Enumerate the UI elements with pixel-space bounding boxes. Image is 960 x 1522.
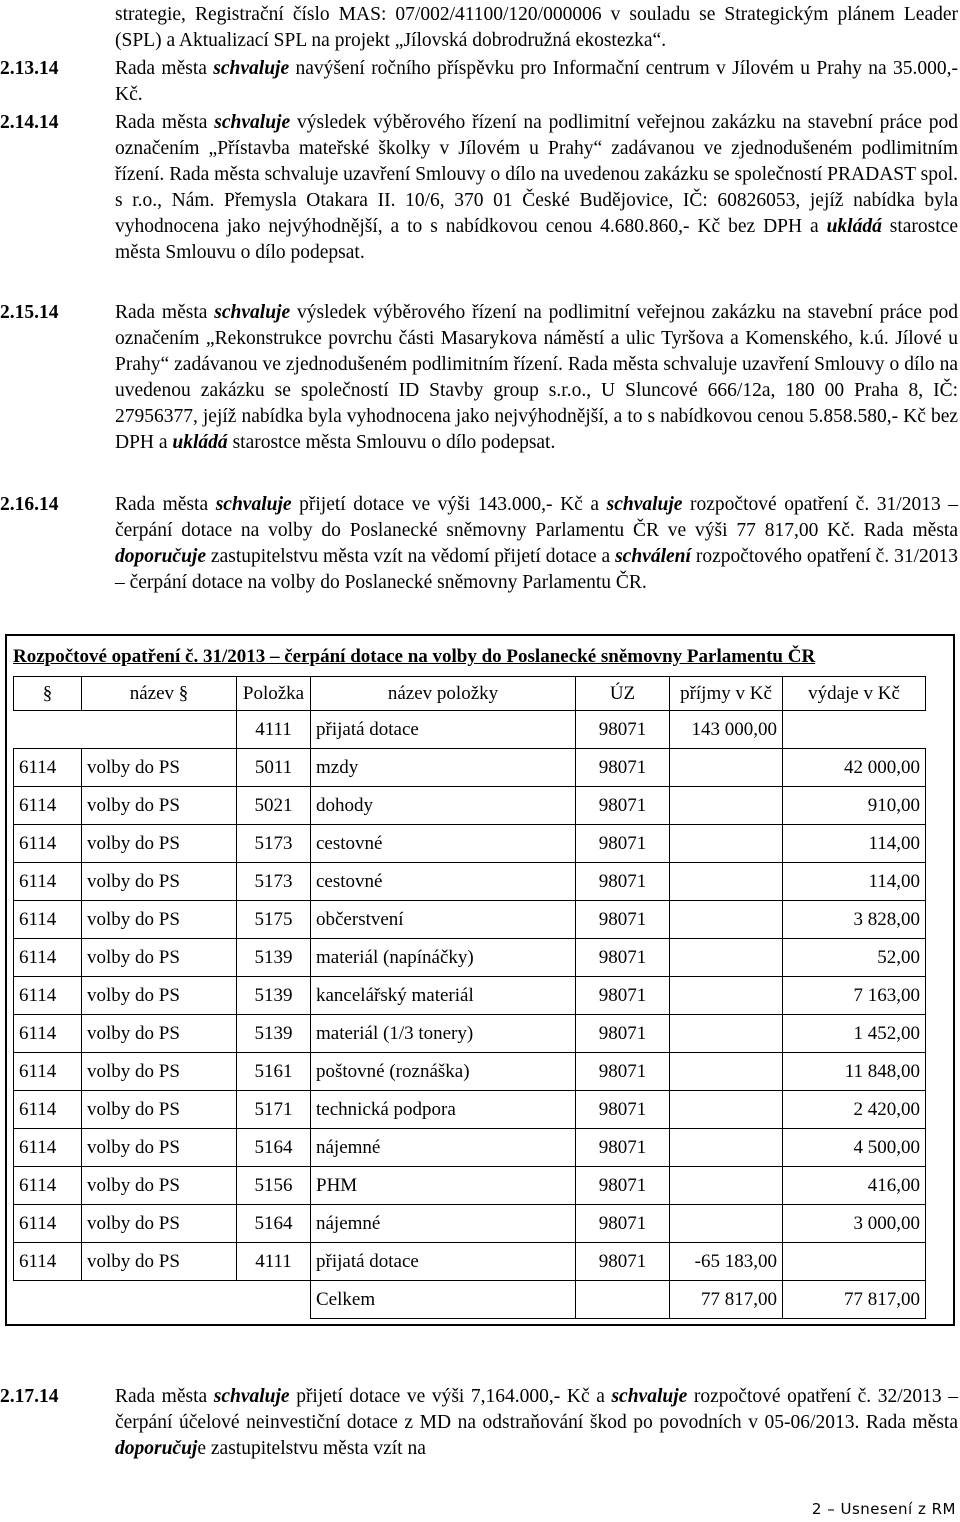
table-cell: 98071 — [576, 825, 670, 863]
table-cell: 6114 — [14, 1205, 82, 1243]
table-cell — [783, 1243, 926, 1281]
total-income: 77 817,00 — [670, 1281, 783, 1319]
table-cell: 4111 — [237, 1243, 311, 1281]
budget-table-header-row — [14, 677, 926, 711]
table-cell: 5139 — [237, 1015, 311, 1053]
table-row — [14, 1205, 926, 1243]
table-cell: volby do PS — [82, 749, 237, 787]
table-cell: 5173 — [237, 863, 311, 901]
table-cell: 98071 — [576, 749, 670, 787]
table-cell: nájemné — [311, 1129, 576, 1167]
table-cell: 114,00 — [783, 863, 926, 901]
table-cell — [670, 977, 783, 1015]
table-row-income — [14, 711, 926, 749]
table-cell: kancelářský materiál — [311, 977, 576, 1015]
table-cell: 6114 — [14, 1053, 82, 1091]
table-cell: volby do PS — [82, 1053, 237, 1091]
table-cell — [82, 711, 237, 749]
table-cell: 416,00 — [783, 1167, 926, 1205]
table-cell: 5011 — [237, 749, 311, 787]
table-cell: volby do PS — [82, 977, 237, 1015]
table-cell — [670, 1053, 783, 1091]
table-row — [14, 749, 926, 787]
table-cell: 5164 — [237, 1205, 311, 1243]
top-paragraph-text: strategie, Registrační číslo MAS: 07/002/41100/120/000006 v souladu se Strategickým plánem Leader (SPL) a Aktualizací SPL na projekt „Jílovská dobrodružná ekostezka“. — [115, 4, 958, 51]
table-cell: 6114 — [14, 825, 82, 863]
table-cell: 1 452,00 — [783, 1015, 926, 1053]
table-row — [14, 863, 926, 901]
table-cell: 6114 — [14, 1129, 82, 1167]
resolution-number: 2.16.14 — [0, 494, 59, 515]
table-cell: 98071 — [576, 711, 670, 749]
table-cell: 5164 — [237, 1129, 311, 1167]
resolution-number: 2.13.14 — [0, 58, 59, 79]
header-paragraph: § — [14, 677, 82, 711]
table-cell: materiál (napínáčky) — [311, 939, 576, 977]
resolution-text: Rada města schvaluje výsledek výběrového řízení na podlimitní veřejnou zakázku na stavební práce pod označením „Rekonstrukce povrchu části Masarykova náměstí a ulic Tyršova a Komenského, k.ú. Jílové u Prahy“ zadávanou ve zjednodušeném podlimitním řízení. Rada města schvaluje uzavření Smlouvy o dílo na uvedenou zakázku se společností ID Stavby group s.r.o., U Sluncové 666/12a, 180 00 Praha 8, IČ: 27956377, jejíž nabídka byla vyhodnocena jako nejvýhodnější, a to s nabídkovou cenou 5.858.580,- Kč bez DPH a ukládá starostce města Smlouvu o dílo podepsat. — [115, 302, 958, 453]
table-cell: 98071 — [576, 939, 670, 977]
table-cell — [14, 711, 82, 749]
table-cell: cestovné — [311, 825, 576, 863]
table-cell: 6114 — [14, 749, 82, 787]
table-cell: volby do PS — [82, 1167, 237, 1205]
table-cell: 6114 — [14, 939, 82, 977]
table-cell — [237, 1281, 311, 1319]
table-cell: 5139 — [237, 977, 311, 1015]
table-cell: 5175 — [237, 901, 311, 939]
table-cell: volby do PS — [82, 1015, 237, 1053]
table-row — [14, 1243, 926, 1281]
resolution-text: Rada města schvaluje výsledek výběrového řízení na podlimitní veřejnou zakázku na stavební práce pod označením „Přístavba mateřské školky v Jílovém u Prahy“ zadávanou ve zjednodušeném podlimitním řízení. Rada města schvaluje uzavření Smlouvy o dílo na uvedenou zakázku se společností PRADAST spol. s r.o., Nám. Přemysla Otakara II. 10/6, 370 01 České Budějovice, IČ: 60826053, jejíž nabídka byla vyhodnocena jako nejvýhodnější, a to s nabídkovou cenou 4.680.860,- Kč bez DPH a ukládá starostce města Smlouvu o dílo podepsat. — [115, 112, 958, 263]
table-cell: 7 163,00 — [783, 977, 926, 1015]
table-cell — [670, 749, 783, 787]
table-cell — [670, 1129, 783, 1167]
table-cell: PHM — [311, 1167, 576, 1205]
table-cell: volby do PS — [82, 1205, 237, 1243]
table-cell: 4111 — [237, 711, 311, 749]
table-cell: 5139 — [237, 939, 311, 977]
table-cell: 3 828,00 — [783, 901, 926, 939]
table-cell — [670, 939, 783, 977]
table-cell: 6114 — [14, 1243, 82, 1281]
table-cell: poštovné (roznáška) — [311, 1053, 576, 1091]
table-cell — [670, 863, 783, 901]
table-cell: 98071 — [576, 901, 670, 939]
table-cell: 11 848,00 — [783, 1053, 926, 1091]
table-cell: 2 420,00 — [783, 1091, 926, 1129]
table-cell: 5156 — [237, 1167, 311, 1205]
budget-measure-title: Rozpočtové opatření č. 31/2013 – čerpání dotace na volby do Poslanecké sněmovny Parlamentu ČR — [13, 646, 816, 667]
resolution-text: Rada města schvaluje navýšení ročního příspěvku pro Informační centrum v Jílovém u Prahy na 35.000,-Kč. — [115, 58, 958, 105]
table-cell: 6114 — [14, 863, 82, 901]
table-cell: volby do PS — [82, 1091, 237, 1129]
table-row — [14, 1053, 926, 1091]
table-cell — [670, 825, 783, 863]
table-cell: 114,00 — [783, 825, 926, 863]
resolution-number: 2.14.14 — [0, 112, 59, 133]
table-row-total — [14, 1281, 926, 1319]
table-cell: dohody — [311, 787, 576, 825]
table-cell: 5021 — [237, 787, 311, 825]
table-cell: 98071 — [576, 1053, 670, 1091]
table-cell: 98071 — [576, 1129, 670, 1167]
table-cell: cestovné — [311, 863, 576, 901]
table-cell — [576, 1281, 670, 1319]
budget-table — [13, 676, 926, 1319]
table-cell: materiál (1/3 tonery) — [311, 1015, 576, 1053]
table-row — [14, 1167, 926, 1205]
table-cell — [670, 1167, 783, 1205]
table-cell: 98071 — [576, 1015, 670, 1053]
table-cell: 6114 — [14, 1091, 82, 1129]
table-cell — [82, 1281, 237, 1319]
table-row — [14, 977, 926, 1015]
resolution-text: Rada města schvaluje přijetí dotace ve výši 143.000,- Kč a schvaluje rozpočtové opatření č. 31/2013 – čerpání dotace na volby do Poslanecké sněmovny Parlamentu ČR ve výši 77 817,00 Kč. Rada města doporučuje zastupitelstvu města vzít na vědomí přijetí dotace a schválení rozpočtového opatření č. 31/2013 – čerpání dotace na volby do Poslanecké sněmovny Parlamentu ČR. — [115, 494, 959, 593]
table-cell: -65 183,00 — [670, 1243, 783, 1281]
table-row — [14, 1129, 926, 1167]
table-cell: 42 000,00 — [783, 749, 926, 787]
table-cell: 52,00 — [783, 939, 926, 977]
table-cell: volby do PS — [82, 939, 237, 977]
page-footer: 2 – Usnesení z RM — [811, 1500, 956, 1518]
table-cell: 6114 — [14, 1015, 82, 1053]
table-cell: 143 000,00 — [670, 711, 783, 749]
table-row — [14, 1091, 926, 1129]
table-cell: 6114 — [14, 1167, 82, 1205]
resolution-number: 2.15.14 — [0, 302, 59, 323]
table-cell: 5161 — [237, 1053, 311, 1091]
header-item-name: název položky — [311, 677, 576, 711]
table-cell: přijatá dotace — [311, 1243, 576, 1281]
table-cell: 98071 — [576, 1167, 670, 1205]
table-row — [14, 787, 926, 825]
header-expense: výdaje v Kč — [783, 677, 926, 711]
table-cell: 910,00 — [783, 787, 926, 825]
table-cell: 6114 — [14, 787, 82, 825]
resolution-text: Rada města schvaluje přijetí dotace ve výši 7,164.000,- Kč a schvaluje rozpočtové opatření č. 32/2013 – čerpání účelové neinvestiční dotace z MD na odstraňování škod po povodních v 05-06/2013. Rada města doporučuje zastupitelstvu města vzít na — [115, 1386, 958, 1459]
table-cell: mzdy — [311, 749, 576, 787]
table-cell: volby do PS — [82, 787, 237, 825]
budget-measure-box — [5, 634, 955, 1326]
table-cell: 98071 — [576, 863, 670, 901]
table-cell: volby do PS — [82, 863, 237, 901]
table-cell — [670, 1205, 783, 1243]
table-cell: 6114 — [14, 901, 82, 939]
header-income: příjmy v Kč — [670, 677, 783, 711]
table-cell — [670, 1015, 783, 1053]
table-cell: 5171 — [237, 1091, 311, 1129]
total-expense: 77 817,00 — [783, 1281, 926, 1319]
table-cell — [670, 787, 783, 825]
table-cell: volby do PS — [82, 1129, 237, 1167]
table-cell: 98071 — [576, 977, 670, 1015]
table-cell: 3 000,00 — [783, 1205, 926, 1243]
table-cell: nájemné — [311, 1205, 576, 1243]
table-cell: 98071 — [576, 1091, 670, 1129]
table-cell — [670, 901, 783, 939]
table-cell: technická podpora — [311, 1091, 576, 1129]
table-cell: 98071 — [576, 787, 670, 825]
table-cell — [670, 1091, 783, 1129]
table-row — [14, 901, 926, 939]
table-cell — [783, 711, 926, 749]
table-cell: volby do PS — [82, 901, 237, 939]
resolution-number: 2.17.14 — [0, 1386, 59, 1407]
header-paragraph-name: název § — [82, 677, 237, 711]
table-cell: 5173 — [237, 825, 311, 863]
table-cell: přijatá dotace — [311, 711, 576, 749]
table-cell — [14, 1281, 82, 1319]
table-cell: 98071 — [576, 1243, 670, 1281]
table-cell: 98071 — [576, 1205, 670, 1243]
table-cell: 4 500,00 — [783, 1129, 926, 1167]
table-cell: občerstvení — [311, 901, 576, 939]
header-uz: ÚZ — [576, 677, 670, 711]
table-cell: 6114 — [14, 977, 82, 1015]
total-label: Celkem — [311, 1281, 576, 1319]
table-cell: volby do PS — [82, 825, 237, 863]
header-item: Položka — [237, 677, 311, 711]
table-row — [14, 1015, 926, 1053]
table-row — [14, 825, 926, 863]
table-row — [14, 939, 926, 977]
table-cell: volby do PS — [82, 1243, 237, 1281]
